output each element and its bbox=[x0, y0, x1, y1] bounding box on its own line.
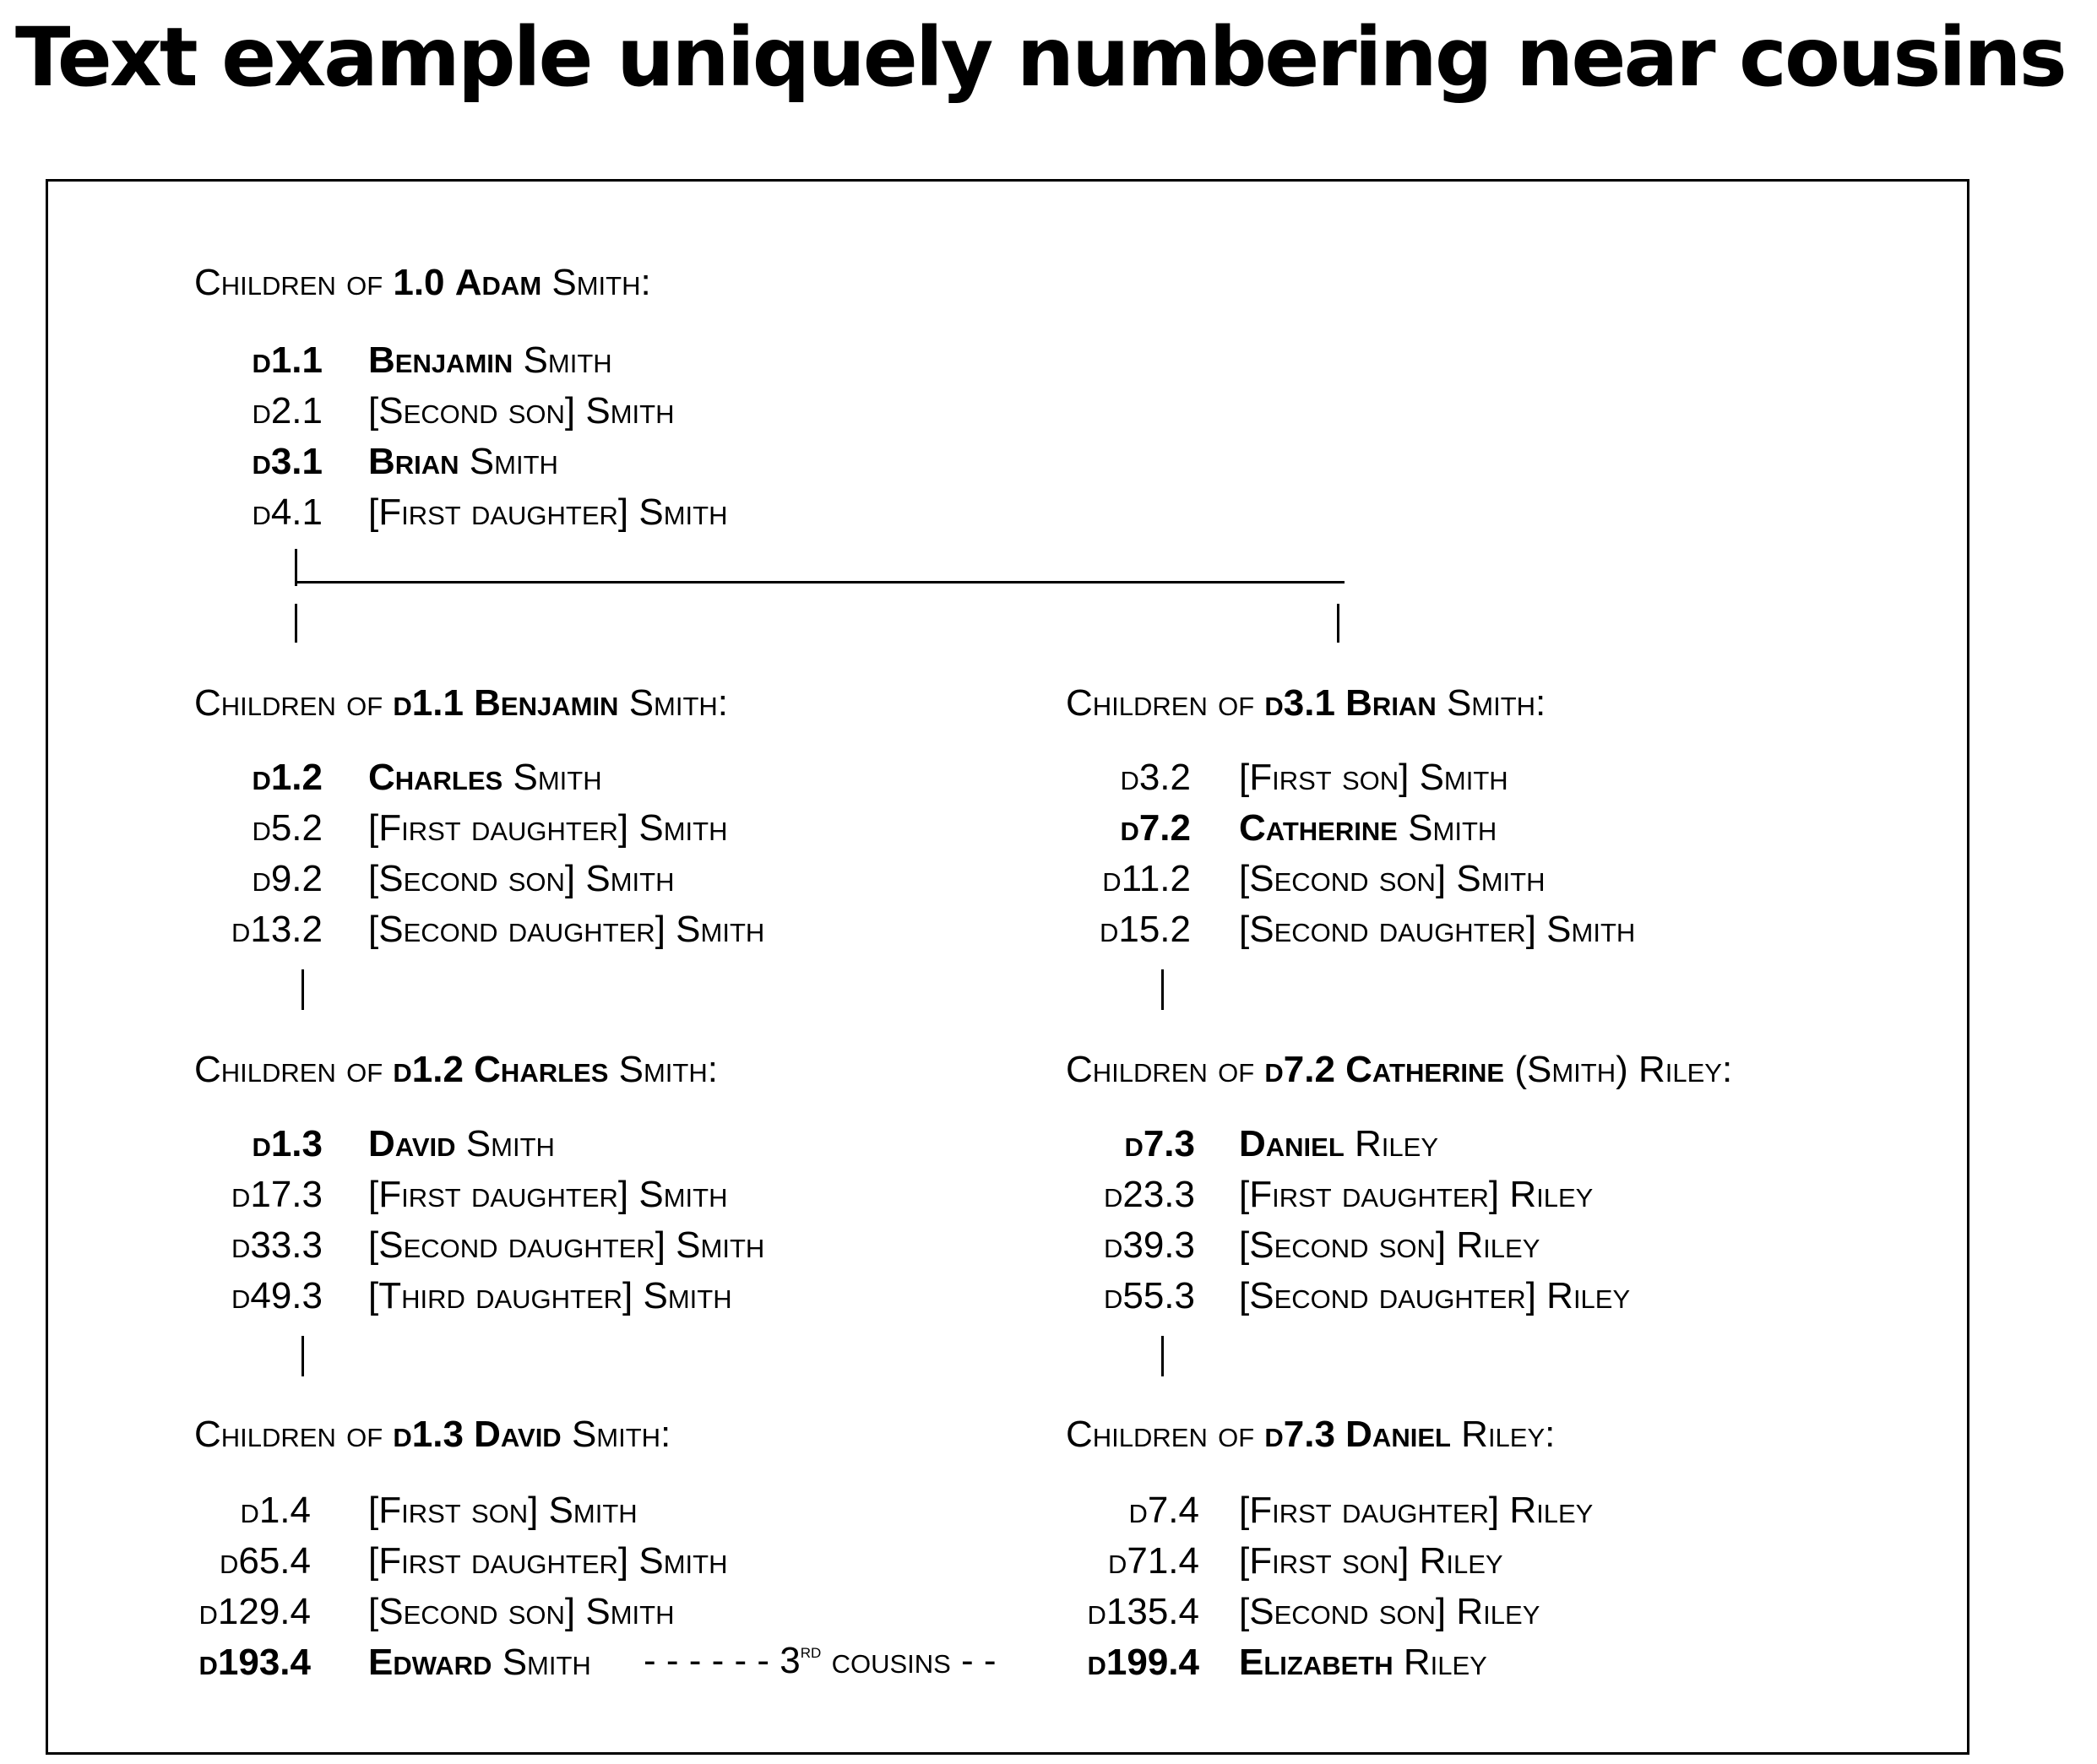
person-surname: Smith bbox=[638, 491, 728, 533]
person-name-row bbox=[368, 909, 764, 951]
heading-prefix: Children of bbox=[1066, 1414, 1265, 1455]
section-heading-right-2 bbox=[1066, 1414, 1555, 1456]
person-id: d193.4 bbox=[198, 1642, 311, 1683]
connector-left-1 bbox=[302, 969, 304, 1010]
person-name-row bbox=[1239, 1591, 1540, 1633]
heading-name: Brian bbox=[1345, 682, 1437, 724]
person-id: d129.4 bbox=[198, 1591, 311, 1632]
person-id: d23.3 bbox=[1103, 1174, 1195, 1215]
person-given-name: [Second son] bbox=[1239, 858, 1447, 899]
person-name-row bbox=[1239, 909, 1635, 951]
person-surname: Smith bbox=[513, 757, 602, 798]
heading-name: Daniel bbox=[1345, 1414, 1451, 1455]
person-name-row bbox=[368, 1540, 727, 1582]
heading-id: 1.0 bbox=[393, 262, 445, 303]
person-name-row bbox=[368, 1275, 732, 1317]
person-id: d135.4 bbox=[1087, 1591, 1199, 1632]
person-surname: Smith bbox=[465, 1123, 555, 1164]
person-surname: Smith bbox=[548, 1490, 638, 1531]
heading-id: d1.1 bbox=[393, 682, 464, 724]
person-surname: Smith bbox=[638, 807, 728, 849]
section-heading-left-1 bbox=[194, 1049, 718, 1091]
person-given-name: [Second son] bbox=[1239, 1224, 1447, 1266]
heading-name: Charles bbox=[474, 1049, 609, 1090]
connector-horizontal bbox=[297, 581, 1345, 583]
person-id: d1.4 bbox=[240, 1490, 311, 1531]
person-id: d5.2 bbox=[252, 807, 323, 849]
cousins-dashes-right: - - bbox=[961, 1640, 997, 1681]
person-given-name: [First son] bbox=[1239, 1540, 1410, 1582]
person-given-name: [First son] bbox=[368, 1490, 539, 1531]
person-surname: Riley bbox=[1509, 1174, 1594, 1215]
person-given-name: Catherine bbox=[1239, 807, 1398, 849]
person-surname: Smith bbox=[1408, 807, 1497, 849]
person-given-name: [Second daughter] bbox=[1239, 1275, 1536, 1316]
heading-prefix: Children of bbox=[194, 1414, 394, 1455]
person-given-name: [Second son] bbox=[368, 390, 576, 432]
person-name-row bbox=[368, 1591, 675, 1633]
cousins-number: 3 bbox=[780, 1640, 801, 1681]
person-surname: Smith bbox=[1546, 909, 1636, 950]
person-surname: Riley bbox=[1419, 1540, 1503, 1582]
person-id: d33.3 bbox=[231, 1224, 323, 1266]
person-id: d15.2 bbox=[1099, 909, 1191, 950]
person-given-name: Daniel bbox=[1239, 1123, 1345, 1164]
heading-surname: Smith: bbox=[628, 682, 729, 724]
person-given-name: [First son] bbox=[1239, 757, 1410, 798]
person-name-row bbox=[368, 1490, 638, 1532]
person-name-row bbox=[368, 1174, 727, 1216]
person-name-row bbox=[1239, 1540, 1503, 1582]
person-name-row bbox=[1239, 1174, 1593, 1216]
person-name-row bbox=[368, 441, 558, 483]
person-given-name: [First daughter] bbox=[368, 491, 629, 533]
person-surname: Smith bbox=[638, 1174, 728, 1215]
person-id: d49.3 bbox=[231, 1275, 323, 1316]
person-surname: Riley bbox=[1546, 1275, 1631, 1316]
person-name-row bbox=[1239, 1642, 1487, 1684]
person-name-row bbox=[1239, 1224, 1540, 1267]
person-surname: Smith bbox=[469, 441, 558, 482]
person-given-name: Charles bbox=[368, 757, 503, 798]
heading-name: Catherine bbox=[1345, 1049, 1505, 1090]
person-given-name: [Second daughter] bbox=[368, 1224, 665, 1266]
person-name-row bbox=[1239, 1123, 1438, 1165]
person-given-name: [First daughter] bbox=[368, 807, 629, 849]
person-given-name: Elizabeth bbox=[1239, 1642, 1393, 1683]
person-given-name: [Third daughter] bbox=[368, 1275, 633, 1316]
person-given-name: [Second son] bbox=[368, 858, 576, 899]
section-heading-right-1 bbox=[1066, 1049, 1732, 1091]
person-given-name: [First daughter] bbox=[1239, 1490, 1500, 1531]
person-name-row bbox=[1239, 757, 1508, 799]
person-id: d3.1 bbox=[252, 441, 323, 482]
person-surname: Smith bbox=[502, 1642, 591, 1683]
section-heading-root bbox=[194, 262, 651, 304]
heading-name: David bbox=[474, 1414, 562, 1455]
heading-id: d1.3 bbox=[393, 1414, 464, 1455]
heading-id: d3.1 bbox=[1264, 682, 1335, 724]
heading-id: d7.2 bbox=[1264, 1049, 1335, 1090]
heading-surname: Smith: bbox=[1446, 682, 1546, 724]
person-name-row bbox=[368, 858, 675, 900]
heading-prefix: Children of bbox=[194, 682, 394, 724]
person-name-row bbox=[368, 1123, 555, 1165]
person-id: d11.2 bbox=[1102, 858, 1191, 899]
person-given-name: [First daughter] bbox=[1239, 1174, 1500, 1215]
person-surname: Smith bbox=[1419, 757, 1508, 798]
heading-name: Benjamin bbox=[474, 682, 619, 724]
person-given-name: [Second daughter] bbox=[368, 909, 665, 950]
heading-prefix: Children of bbox=[194, 262, 394, 303]
person-name-row bbox=[1239, 858, 1546, 900]
person-given-name: [Second daughter] bbox=[1239, 909, 1536, 950]
person-surname: Smith bbox=[585, 858, 675, 899]
heading-surname: (Smith) Riley: bbox=[1514, 1049, 1733, 1090]
heading-id: d7.3 bbox=[1264, 1414, 1335, 1455]
person-surname: Smith bbox=[676, 909, 765, 950]
person-id: d7.2 bbox=[1120, 807, 1191, 849]
document-frame bbox=[46, 179, 1969, 1755]
person-surname: Riley bbox=[1403, 1642, 1487, 1683]
person-name-row bbox=[368, 390, 675, 432]
person-surname: Smith bbox=[1456, 858, 1546, 899]
person-surname: Riley bbox=[1456, 1224, 1540, 1266]
person-id: d199.4 bbox=[1087, 1642, 1199, 1683]
person-given-name: David bbox=[368, 1123, 456, 1164]
person-given-name: [Second son] bbox=[368, 1591, 576, 1632]
person-id: d71.4 bbox=[1107, 1540, 1199, 1582]
person-id: d65.4 bbox=[219, 1540, 311, 1582]
person-id: d7.4 bbox=[1128, 1490, 1199, 1531]
person-id: d4.1 bbox=[252, 491, 323, 533]
page-title: Text example uniquely numbering near cousins bbox=[15, 10, 2065, 105]
person-given-name: [First daughter] bbox=[368, 1174, 629, 1215]
person-surname: Smith bbox=[523, 339, 612, 381]
heading-surname: Smith: bbox=[551, 262, 651, 303]
person-id: d55.3 bbox=[1103, 1275, 1195, 1316]
heading-id: d1.2 bbox=[393, 1049, 464, 1090]
heading-prefix: Children of bbox=[1066, 682, 1265, 724]
cousins-dashes-left: - - - - - - bbox=[644, 1640, 770, 1681]
person-name-row bbox=[1239, 807, 1497, 849]
heading-surname: Smith: bbox=[571, 1414, 671, 1455]
connector-left-drop bbox=[295, 604, 297, 643]
section-heading-left-0 bbox=[194, 682, 728, 725]
person-id: d1.3 bbox=[252, 1123, 323, 1164]
person-surname: Riley bbox=[1456, 1591, 1540, 1632]
connector-right-1 bbox=[1161, 969, 1164, 1010]
person-surname: Smith bbox=[585, 1591, 675, 1632]
person-surname: Smith bbox=[585, 390, 675, 432]
person-surname: Riley bbox=[1509, 1490, 1594, 1531]
cousins-link bbox=[644, 1640, 997, 1682]
person-name-row bbox=[368, 1642, 591, 1684]
person-id: d13.2 bbox=[231, 909, 323, 950]
person-name-row bbox=[368, 339, 612, 382]
section-heading-right-0 bbox=[1066, 682, 1546, 725]
connector-right-2 bbox=[1161, 1336, 1164, 1376]
person-given-name: Brian bbox=[368, 441, 459, 482]
person-id: d1.2 bbox=[252, 757, 323, 798]
person-id: d1.1 bbox=[252, 339, 323, 381]
person-surname: Smith bbox=[638, 1540, 728, 1582]
person-surname: Smith bbox=[676, 1224, 765, 1266]
person-name-row bbox=[368, 807, 727, 849]
person-id: d17.3 bbox=[231, 1174, 323, 1215]
heading-name: Adam bbox=[454, 262, 542, 303]
person-name-row bbox=[368, 1224, 764, 1267]
person-id: d39.3 bbox=[1103, 1224, 1195, 1266]
person-given-name: Benjamin bbox=[368, 339, 513, 381]
person-given-name: [Second son] bbox=[1239, 1591, 1447, 1632]
person-surname: Smith bbox=[643, 1275, 732, 1316]
connector-left-2 bbox=[302, 1336, 304, 1376]
cousins-label: cousins bbox=[831, 1640, 951, 1681]
heading-prefix: Children of bbox=[1066, 1049, 1265, 1090]
person-id: d9.2 bbox=[252, 858, 323, 899]
person-name-row bbox=[1239, 1275, 1630, 1317]
person-name-row bbox=[368, 757, 602, 799]
person-id: d7.3 bbox=[1124, 1123, 1195, 1164]
person-name-row bbox=[368, 491, 727, 534]
heading-prefix: Children of bbox=[194, 1049, 394, 1090]
person-name-row bbox=[1239, 1490, 1593, 1532]
person-id: d2.1 bbox=[252, 390, 323, 432]
section-heading-left-2 bbox=[194, 1414, 671, 1456]
cousins-ordinal: rd bbox=[800, 1640, 822, 1663]
connector-right-drop bbox=[1337, 604, 1339, 643]
heading-surname: Riley: bbox=[1461, 1414, 1556, 1455]
heading-surname: Smith: bbox=[618, 1049, 718, 1090]
person-given-name: [First daughter] bbox=[368, 1540, 629, 1582]
person-given-name: Edward bbox=[368, 1642, 492, 1683]
person-id: d3.2 bbox=[1120, 757, 1191, 798]
person-surname: Riley bbox=[1355, 1123, 1438, 1164]
